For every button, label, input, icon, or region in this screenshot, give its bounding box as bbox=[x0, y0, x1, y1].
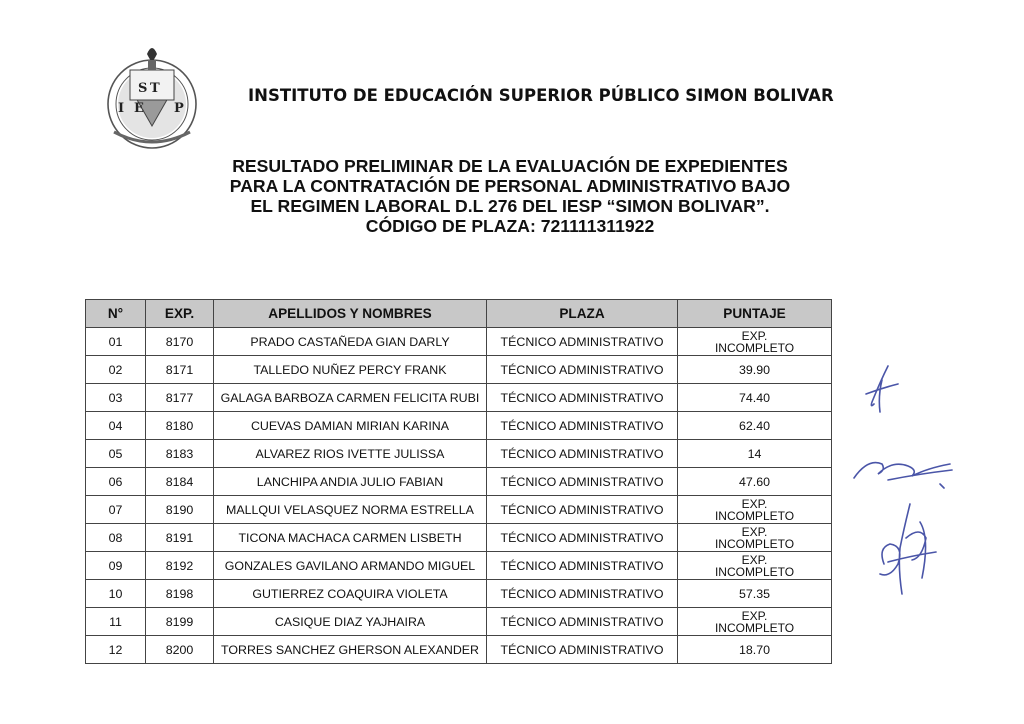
row-name: GUTIERREZ COAQUIRA VIOLETA bbox=[214, 580, 487, 608]
table-row bbox=[86, 412, 832, 440]
puntaje-line: 57.35 bbox=[738, 586, 770, 601]
row-name: CUEVAS DAMIAN MIRIAN KARINA bbox=[214, 412, 487, 440]
row-plaza: TÉCNICO ADMINISTRATIVO bbox=[487, 552, 678, 580]
row-exp: 8200 bbox=[146, 636, 214, 664]
table-row bbox=[86, 552, 832, 580]
row-puntaje bbox=[678, 356, 832, 384]
title-line: RESULTADO PRELIMINAR DE LA EVALUACIÓN DE EXPEDIENTES bbox=[232, 156, 788, 176]
puntaje-line: EXP. bbox=[741, 608, 768, 623]
row-name: GALAGA BARBOZA CARMEN FELICITA RUBI bbox=[214, 384, 487, 412]
puntaje-line: 14 bbox=[747, 446, 762, 461]
row-exp: 8180 bbox=[146, 412, 214, 440]
table-row bbox=[86, 384, 832, 412]
row-number: 04 bbox=[86, 412, 146, 440]
puntaje-line: EXP. bbox=[741, 552, 768, 567]
table-header-row bbox=[86, 300, 832, 328]
row-exp: 8171 bbox=[146, 356, 214, 384]
row-name: PRADO CASTAÑEDA GIAN DARLY bbox=[214, 328, 487, 356]
row-puntaje bbox=[678, 440, 832, 468]
row-number: 01 bbox=[86, 328, 146, 356]
logo-letter: S bbox=[138, 81, 148, 96]
puntaje-line: EXP. bbox=[741, 524, 768, 539]
row-name: LANCHIPA ANDIA JULIO FABIAN bbox=[214, 468, 487, 496]
row-exp: 8191 bbox=[146, 524, 214, 552]
row-name: TALLEDO NUÑEZ PERCY FRANK bbox=[214, 356, 487, 384]
puntaje-line: 18.70 bbox=[738, 642, 770, 657]
row-plaza: TÉCNICO ADMINISTRATIVO bbox=[487, 580, 678, 608]
row-exp: 8170 bbox=[146, 328, 214, 356]
row-puntaje bbox=[678, 496, 832, 524]
signature-mark bbox=[870, 498, 950, 602]
row-plaza: TÉCNICO ADMINISTRATIVO bbox=[487, 608, 678, 636]
row-name: ALVAREZ RIOS IVETTE JULISSA bbox=[214, 440, 487, 468]
row-exp: 8190 bbox=[146, 496, 214, 524]
puntaje-line: INCOMPLETO bbox=[714, 536, 795, 551]
row-puntaje bbox=[678, 384, 832, 412]
puntaje-line: 62.40 bbox=[738, 418, 770, 433]
row-plaza: TÉCNICO ADMINISTRATIVO bbox=[487, 412, 678, 440]
table-row bbox=[86, 496, 832, 524]
row-number: 07 bbox=[86, 496, 146, 524]
puntaje-line: INCOMPLETO bbox=[714, 340, 795, 355]
row-puntaje bbox=[678, 636, 832, 664]
col-header-puntaje: PUNTAJE bbox=[678, 300, 832, 328]
table-row bbox=[86, 580, 832, 608]
row-plaza: TÉCNICO ADMINISTRATIVO bbox=[487, 440, 678, 468]
signature-mark bbox=[858, 362, 904, 418]
row-exp: 8177 bbox=[146, 384, 214, 412]
row-plaza: TÉCNICO ADMINISTRATIVO bbox=[487, 384, 678, 412]
row-plaza: TÉCNICO ADMINISTRATIVO bbox=[487, 328, 678, 356]
row-number: 02 bbox=[86, 356, 146, 384]
row-puntaje bbox=[678, 524, 832, 552]
row-number: 11 bbox=[86, 608, 146, 636]
signature-mark bbox=[848, 448, 958, 496]
puntaje-line: INCOMPLETO bbox=[714, 564, 795, 579]
row-number: 05 bbox=[86, 440, 146, 468]
institution-title: INSTITUTO DE EDUCACIÓN SUPERIOR PÚBLICO SIMON BOLIVAR bbox=[248, 86, 834, 105]
row-name: TORRES SANCHEZ GHERSON ALEXANDER bbox=[214, 636, 487, 664]
row-number: 03 bbox=[86, 384, 146, 412]
row-puntaje bbox=[678, 580, 832, 608]
table-row bbox=[86, 608, 832, 636]
puntaje-line: 74.40 bbox=[738, 390, 770, 405]
table-row bbox=[86, 356, 832, 384]
col-header-names: APELLIDOS Y NOMBRES bbox=[214, 300, 487, 328]
row-plaza: TÉCNICO ADMINISTRATIVO bbox=[487, 524, 678, 552]
document-title bbox=[200, 156, 820, 236]
col-header-number: N° bbox=[86, 300, 146, 328]
table-row bbox=[86, 328, 832, 356]
col-header-exp: EXP. bbox=[146, 300, 214, 328]
row-name: GONZALES GAVILANO ARMANDO MIGUEL bbox=[214, 552, 487, 580]
row-exp: 8184 bbox=[146, 468, 214, 496]
row-puntaje bbox=[678, 608, 832, 636]
row-name: MALLQUI VELASQUEZ NORMA ESTRELLA bbox=[214, 496, 487, 524]
row-puntaje bbox=[678, 328, 832, 356]
row-plaza: TÉCNICO ADMINISTRATIVO bbox=[487, 468, 678, 496]
table-row bbox=[86, 468, 832, 496]
row-puntaje bbox=[678, 468, 832, 496]
puntaje-line: 39.90 bbox=[738, 362, 770, 377]
row-exp: 8192 bbox=[146, 552, 214, 580]
logo-letter: T bbox=[150, 81, 160, 96]
puntaje-line: EXP. bbox=[741, 328, 768, 343]
logo-letter: I bbox=[118, 101, 125, 116]
row-plaza: TÉCNICO ADMINISTRATIVO bbox=[487, 636, 678, 664]
row-name: CASIQUE DIAZ YAJHAIRA bbox=[214, 608, 487, 636]
row-plaza: TÉCNICO ADMINISTRATIVO bbox=[487, 496, 678, 524]
row-number: 12 bbox=[86, 636, 146, 664]
puntaje-line: INCOMPLETO bbox=[714, 508, 795, 523]
col-header-plaza: PLAZA bbox=[487, 300, 678, 328]
puntaje-line: EXP. bbox=[741, 496, 768, 511]
row-puntaje bbox=[678, 552, 832, 580]
row-puntaje bbox=[678, 412, 832, 440]
row-name: TICONA MACHACA CARMEN LISBETH bbox=[214, 524, 487, 552]
table-row bbox=[86, 440, 832, 468]
title-line: EL REGIMEN LABORAL D.L 276 DEL IESP “SIMON BOLIVAR”. bbox=[250, 196, 770, 216]
table-row bbox=[86, 636, 832, 664]
results-table bbox=[85, 299, 832, 664]
row-number: 09 bbox=[86, 552, 146, 580]
row-exp: 8199 bbox=[146, 608, 214, 636]
logo-letter: E bbox=[134, 101, 144, 116]
institution-seal-logo bbox=[100, 40, 204, 152]
row-plaza: TÉCNICO ADMINISTRATIVO bbox=[487, 356, 678, 384]
title-line: PARA LA CONTRATACIÓN DE PERSONAL ADMINISTRATIVO BAJO bbox=[229, 176, 791, 196]
title-line: CÓDIGO DE PLAZA: 721111311922 bbox=[365, 216, 655, 236]
row-number: 10 bbox=[86, 580, 146, 608]
row-exp: 8198 bbox=[146, 580, 214, 608]
puntaje-line: 47.60 bbox=[738, 474, 770, 489]
row-exp: 8183 bbox=[146, 440, 214, 468]
puntaje-line: INCOMPLETO bbox=[714, 620, 795, 635]
logo-letter: P bbox=[174, 101, 184, 116]
table-row bbox=[86, 524, 832, 552]
row-number: 06 bbox=[86, 468, 146, 496]
row-number: 08 bbox=[86, 524, 146, 552]
